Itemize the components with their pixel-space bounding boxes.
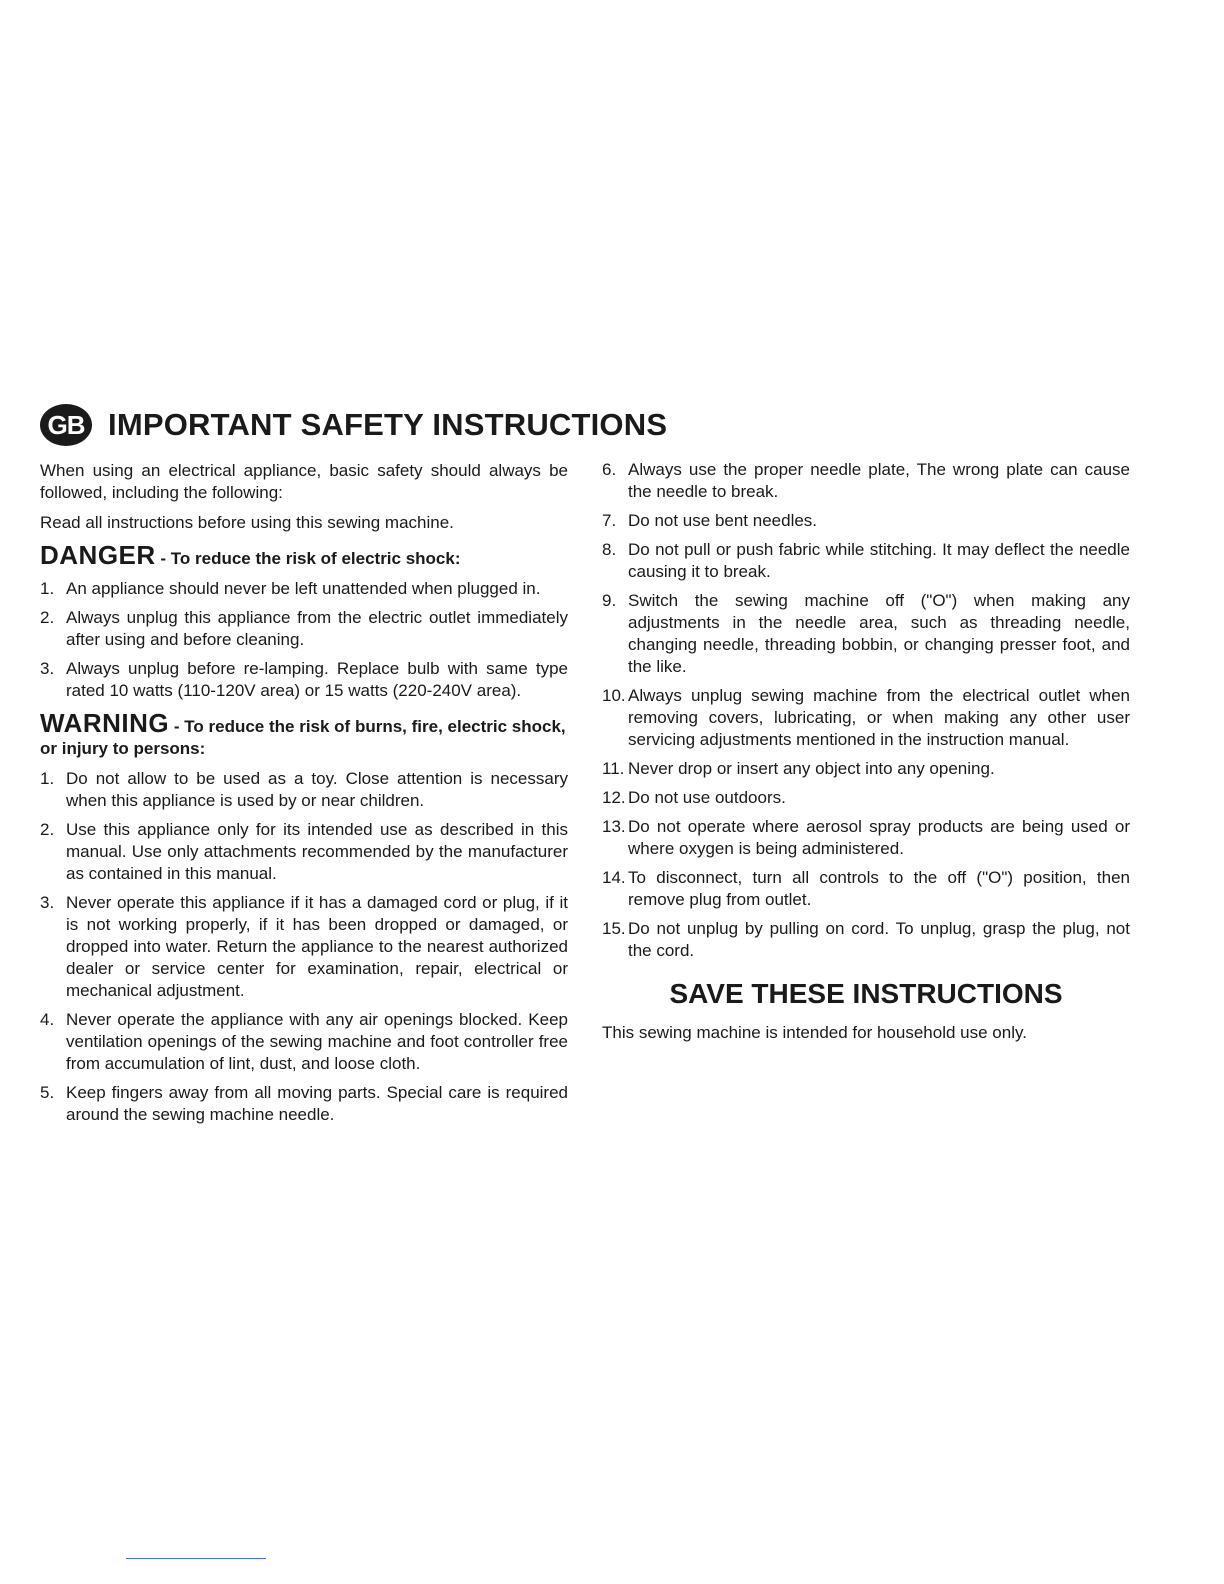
item-number: 7. — [602, 511, 617, 530]
left-column — [40, 460, 568, 1133]
list-item — [602, 787, 1130, 809]
item-text: Do not use bent needles. — [628, 511, 818, 530]
item-text: Always unplug sewing machine from the electrical outlet when removing covers, lubricating, or when making any other user servicing adjustments mentioned in the instruction manual. — [628, 686, 1130, 749]
title-row — [40, 404, 667, 446]
list-item — [602, 685, 1130, 751]
item-text: Do not unplug by pulling on cord. To unplug, grasp the plug, not the cord. — [628, 919, 1130, 960]
footer-rule — [126, 1558, 266, 1559]
list-item — [40, 578, 568, 600]
item-text: Always use the proper needle plate, The wrong plate can cause the needle to break. — [628, 460, 1130, 501]
item-text: Never operate the appliance with any air openings blocked. Keep ventilation openings of the sewing machine and foot controller free from accumulation of lint, dust, and loose cloth. — [66, 1010, 568, 1073]
item-text: An appliance should never be left unattended when plugged in. — [66, 579, 541, 598]
save-instructions-heading: SAVE THESE INSTRUCTIONS — [669, 978, 1063, 1009]
item-text: Switch the sewing machine off ("O") when making any adjustments in the needle area, such as threading needle, changing needle, threading bobbin, or changing presser foot, and the like. — [628, 591, 1130, 676]
danger-heading — [40, 540, 568, 570]
item-number: 4. — [40, 1010, 55, 1029]
item-text: Do not operate where aerosol spray products are being used or where oxygen is being administered. — [628, 817, 1130, 858]
list-item — [602, 510, 1130, 532]
item-number: 9. — [602, 591, 617, 610]
item-text: Never drop or insert any object into any opening. — [628, 759, 995, 778]
list-item — [602, 459, 1130, 503]
item-text: Do not allow to be used as a toy. Close attention is necessary when this appliance is used by or near children. — [66, 769, 568, 810]
warning-text: - To reduce the risk of burns, fire, electric shock, or injury to persons: — [40, 717, 566, 758]
item-number: 10. — [602, 686, 626, 705]
item-text: Never operate this appliance if it has a damaged cord or plug, if it is not working properly, if it has been dropped or damaged, or dropped into water. Return the appliance to the nearest authorized dealer or service center for examination, repair, electrical or mechanical adjustment. — [66, 893, 568, 1000]
item-number: 15. — [602, 919, 626, 938]
item-text: To disconnect, turn all controls to the off ("O") position, then remove plug from outlet. — [628, 868, 1130, 909]
item-number: 1. — [40, 769, 55, 788]
list-item — [40, 1082, 568, 1126]
household-use-note: This sewing machine is intended for household use only. — [602, 1023, 1027, 1042]
page-title: IMPORTANT SAFETY INSTRUCTIONS — [108, 407, 668, 442]
item-text: Do not pull or push fabric while stitching. It may deflect the needle causing it to break. — [628, 540, 1130, 581]
item-number: 6. — [602, 460, 617, 479]
list-item — [40, 768, 568, 812]
list-item — [602, 867, 1130, 911]
danger-text: - To reduce the risk of electric shock: — [155, 549, 461, 568]
item-number: 12. — [602, 788, 626, 807]
item-number: 14. — [602, 868, 626, 887]
list-item — [602, 758, 1130, 780]
item-number: 2. — [40, 608, 55, 627]
list-item — [40, 892, 568, 1002]
list-item — [40, 819, 568, 885]
item-number: 1. — [40, 579, 55, 598]
gb-language-badge: GB — [40, 404, 92, 446]
continued-list — [602, 459, 1130, 962]
list-item — [40, 658, 568, 702]
item-number: 3. — [40, 659, 55, 678]
list-item — [602, 918, 1130, 962]
item-number: 5. — [40, 1083, 55, 1102]
list-item — [602, 816, 1130, 860]
item-number: 13. — [602, 817, 626, 836]
list-item — [602, 539, 1130, 583]
item-text: Always unplug this appliance from the electric outlet immediately after using and before cleaning. — [66, 608, 568, 649]
item-text: Use this appliance only for its intended use as described in this manual. Use only attachments recommended by the manufacturer as contained in this manual. — [66, 820, 568, 883]
item-number: 2. — [40, 820, 55, 839]
intro-read-all: Read all instructions before using this sewing machine. — [40, 513, 454, 532]
warning-heading — [40, 708, 568, 760]
item-number: 11. — [602, 759, 625, 778]
item-text: Keep fingers away from all moving parts. Special care is required around the sewing machine needle. — [66, 1083, 568, 1124]
warning-list — [40, 768, 568, 1126]
intro-paragraph: When using an electrical appliance, basic safety should always be followed, including the following: — [40, 461, 568, 502]
list-item — [602, 590, 1130, 678]
item-text: Always unplug before re-lamping. Replace bulb with same type rated 10 watts (110-120V area) or 15 watts (220-240V area). — [66, 659, 568, 700]
list-item — [40, 607, 568, 651]
item-number: 8. — [602, 540, 617, 559]
item-text: Do not use outdoors. — [628, 788, 786, 807]
right-column — [602, 459, 1130, 1052]
warning-word: WARNING — [40, 708, 170, 738]
list-item — [40, 1009, 568, 1075]
danger-list — [40, 578, 568, 702]
item-number: 3. — [40, 893, 55, 912]
danger-word: DANGER — [40, 540, 156, 570]
